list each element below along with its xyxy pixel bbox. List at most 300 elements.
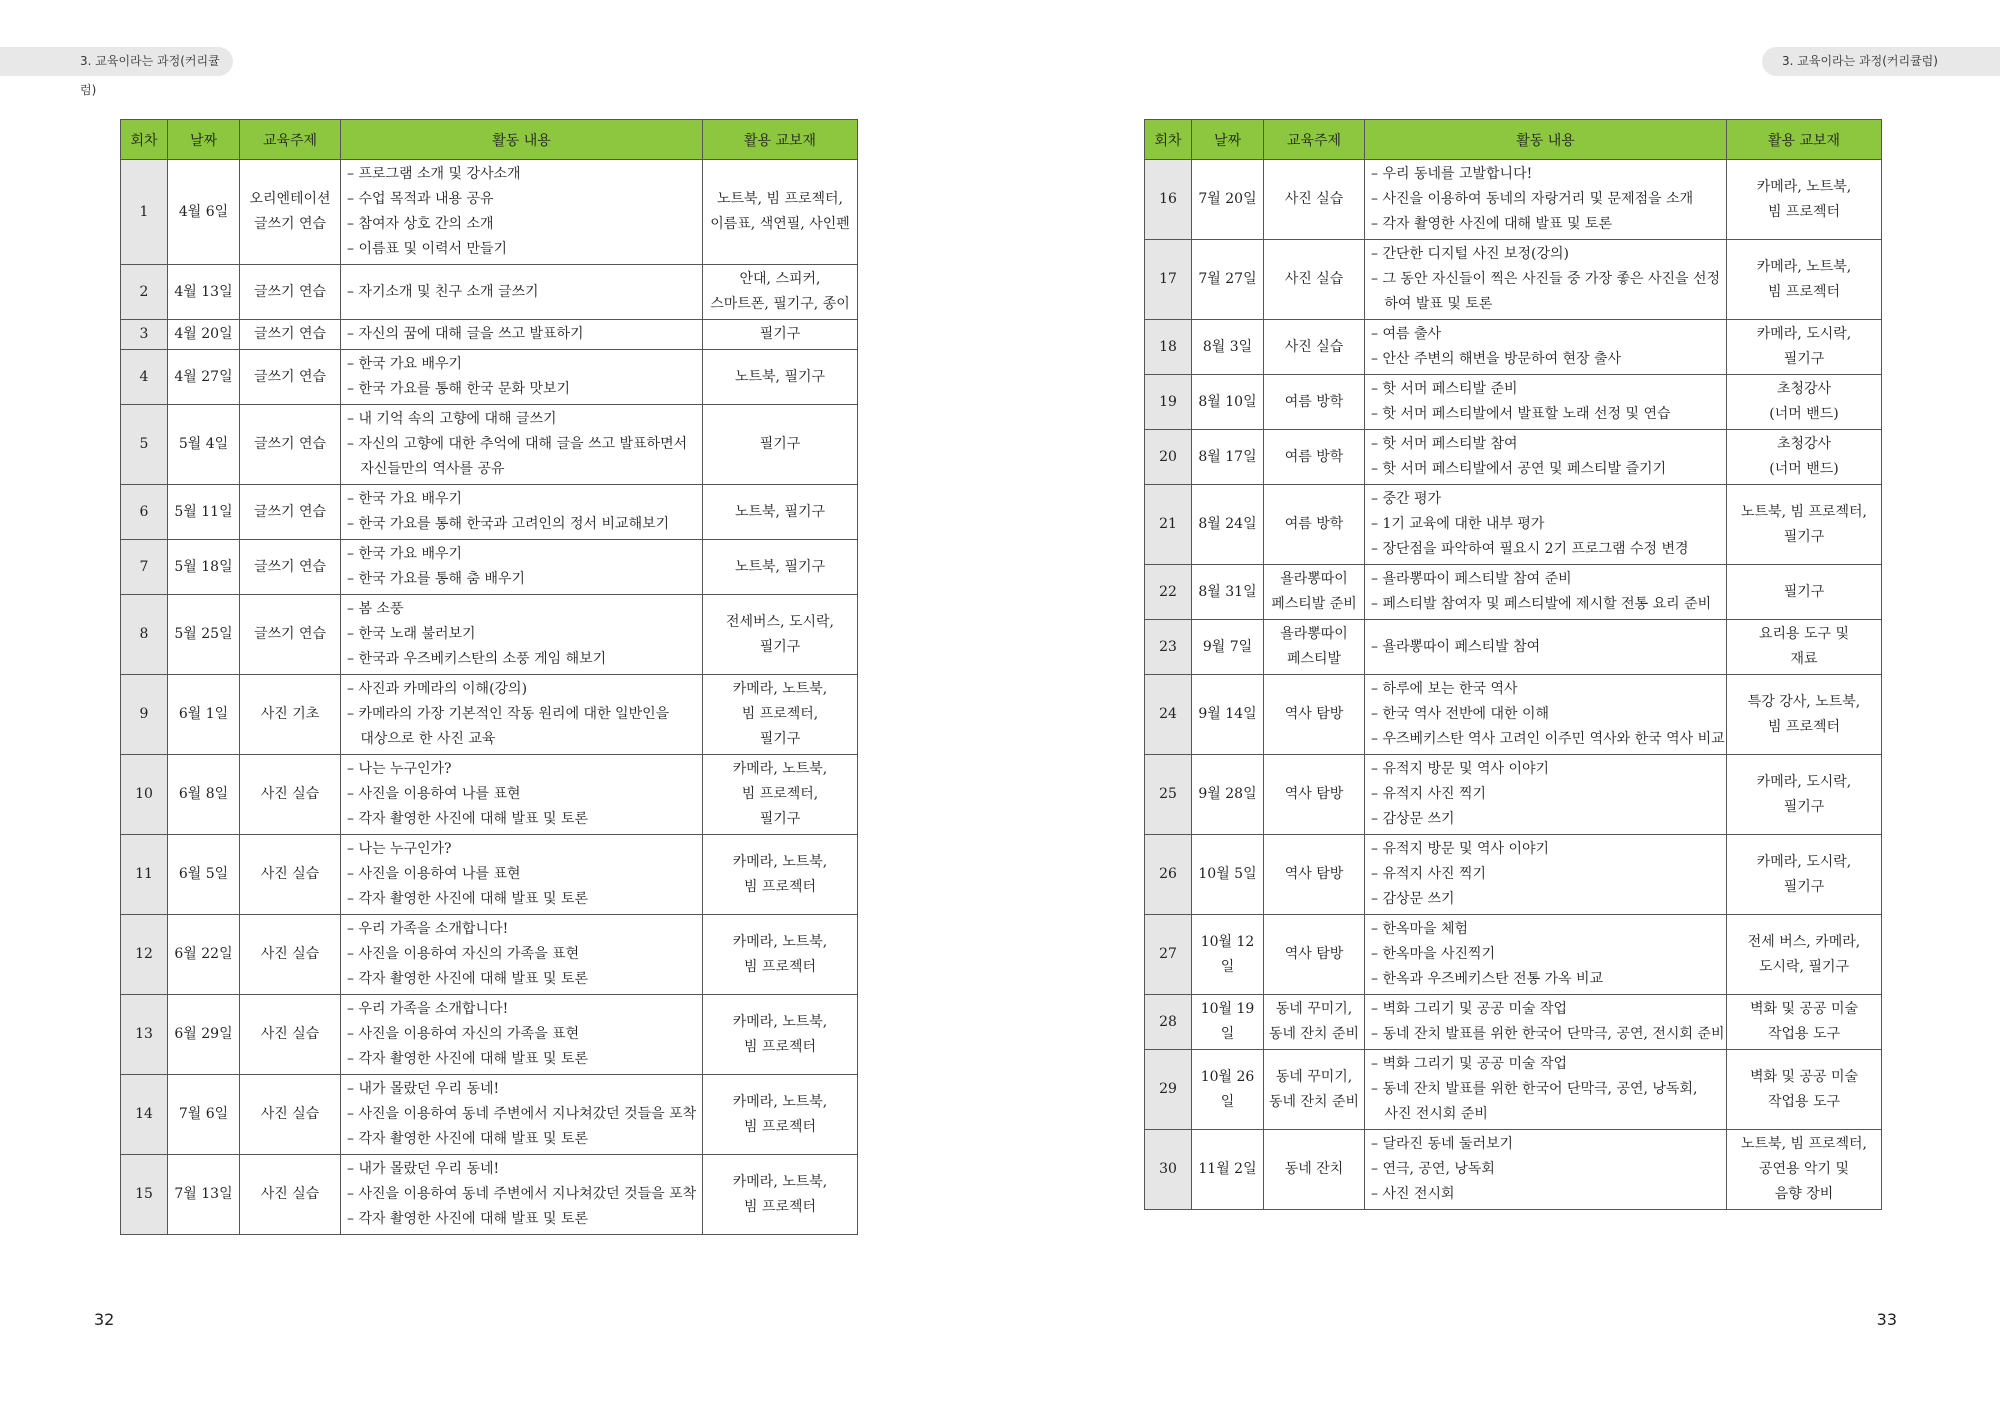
activity-cell: [1365, 565, 1727, 620]
activity-cell: [341, 835, 703, 915]
activity-cell: [341, 485, 703, 540]
topic-line: 여름 방학: [1284, 393, 1344, 410]
session-number-cell: 20: [1145, 430, 1192, 485]
activity-cell: [1365, 620, 1727, 675]
topic-cell: [1264, 160, 1365, 240]
materials-line: 노트북, 빔 프로젝터,: [1741, 1136, 1867, 1152]
activity-line: – 1기 교육에 대한 내부 평가: [1371, 516, 1545, 532]
table-row: [1145, 1050, 1882, 1130]
curriculum-table-left: [120, 119, 858, 1235]
materials-line: 필기구: [759, 436, 801, 452]
table-row: [1145, 1130, 1882, 1210]
activity-cell: [1365, 320, 1727, 375]
activity-cell: [341, 1155, 703, 1235]
materials-line: 음향 장비: [1774, 1186, 1834, 1202]
topic-cell: [1264, 835, 1365, 915]
materials-line: 필기구: [1783, 528, 1825, 545]
materials-line: 카메라, 도시락,: [1756, 853, 1852, 870]
topic-cell: [1264, 430, 1365, 485]
table-body-right: [1145, 160, 1882, 1210]
materials-cell: [703, 755, 858, 835]
table-row: [1145, 240, 1882, 320]
column-header-topic: 교육주제: [1264, 120, 1365, 160]
activity-line: – 핫 서머 페스티발에서 발표할 노래 선정 및 연습: [1371, 406, 1671, 422]
materials-line: 카메라, 도시락,: [1756, 773, 1852, 790]
activity-line: – 감상문 쓰기: [1371, 811, 1455, 827]
activity-line: – 사진을 이용하여 동네 주변에서 지나쳐갔던 것들을 포착: [347, 1106, 697, 1122]
activity-line: – 그 동안 자신들이 찍은 사진들 중 가장 좋은 사진을 선정: [1371, 271, 1721, 287]
topic-line: 사진 실습: [260, 1186, 320, 1202]
topic-cell: [1264, 755, 1365, 835]
activity-cell: [1365, 375, 1727, 430]
materials-line: 노트북, 필기구: [734, 558, 826, 575]
table-row: [121, 835, 858, 915]
session-number-cell: 24: [1145, 675, 1192, 755]
materials-cell: [1727, 995, 1882, 1050]
topic-line: 글쓰기 연습: [253, 626, 327, 642]
topic-line: 동네 잔치 준비: [1268, 1026, 1360, 1042]
materials-cell: [1727, 565, 1882, 620]
activity-line: – 우리 동네를 고발합니다!: [1371, 166, 1533, 182]
activity-line: – 각자 촬영한 사진에 대해 발표 및 토론: [347, 811, 589, 827]
date-cell: 7월 13일: [168, 1155, 240, 1235]
session-number-cell: 15: [121, 1155, 168, 1235]
activity-cell: [341, 405, 703, 485]
materials-line: 카메라, 노트북,: [732, 1173, 828, 1190]
activity-line: – 한국 노래 불러보기: [347, 626, 476, 642]
section-title-right: 3. 교육이라는 과정(커리큘럼): [1782, 54, 1938, 68]
materials-line: 카메라, 노트북,: [732, 1093, 828, 1110]
materials-line: 초청강사: [1776, 436, 1832, 452]
topic-line: 사진 실습: [260, 866, 320, 882]
date-cell: 9월 14일: [1192, 675, 1264, 755]
materials-cell: [1727, 915, 1882, 995]
session-number-cell: 7: [121, 540, 168, 595]
topic-cell: [240, 915, 341, 995]
date-cell: 10월 26일: [1192, 1050, 1264, 1130]
topic-line: 페스티발: [1286, 651, 1342, 667]
activity-line: – 간단한 디지털 사진 보정(강의): [1371, 246, 1570, 262]
date-cell: 8월 31일: [1192, 565, 1264, 620]
session-number-cell: 23: [1145, 620, 1192, 675]
materials-cell: [1727, 620, 1882, 675]
topic-line: 동네 꾸미기,: [1275, 1001, 1353, 1017]
table-row: [1145, 915, 1882, 995]
topic-cell: [1264, 1050, 1365, 1130]
activity-cell: [341, 755, 703, 835]
materials-line: 필기구: [759, 811, 801, 827]
activity-line: – 자신의 꿈에 대해 글을 쓰고 발표하기: [347, 326, 584, 342]
table-row: [121, 485, 858, 540]
activity-cell: [341, 595, 703, 675]
column-header-session: 회차: [121, 120, 168, 160]
table-header-row: [121, 120, 858, 160]
session-number-cell: 5: [121, 405, 168, 485]
topic-cell: [240, 675, 341, 755]
activity-line: – 내가 몰랐던 우리 동네!: [347, 1161, 500, 1177]
materials-cell: [1727, 485, 1882, 565]
activity-line: – 참여자 상호 간의 소개: [347, 216, 494, 232]
table-row: [121, 595, 858, 675]
session-number-cell: 25: [1145, 755, 1192, 835]
table-row: [1145, 620, 1882, 675]
column-header-date: 날짜: [1192, 120, 1264, 160]
materials-line: 특강 강사, 노트북,: [1747, 693, 1861, 710]
activity-line: – 동네 잔치 발표를 위한 한국어 단막극, 공연, 낭독회,: [1371, 1081, 1698, 1097]
activity-line: – 한국 가요 배우기: [347, 546, 463, 562]
activity-line: – 한국 가요를 통해 춤 배우기: [347, 571, 526, 587]
materials-line: 카메라, 노트북,: [732, 761, 828, 777]
activity-line: – 나는 누구인가?: [347, 841, 452, 857]
session-number-cell: 27: [1145, 915, 1192, 995]
table-row: [121, 675, 858, 755]
session-number-cell: 17: [1145, 240, 1192, 320]
topic-cell: [240, 1155, 341, 1235]
session-number-cell: 30: [1145, 1130, 1192, 1210]
materials-line: 카메라, 노트북,: [1756, 178, 1852, 195]
materials-line: 이름표, 색연필, 사인펜: [710, 216, 850, 232]
activity-line: – 안산 주변의 해변을 방문하여 현장 출사: [1371, 351, 1622, 367]
materials-line: 빔 프로젝터,: [741, 786, 819, 802]
topic-line: 사진 실습: [1284, 271, 1344, 287]
materials-cell: [703, 915, 858, 995]
activity-line: – 벽화 그리기 및 공공 미술 작업: [1371, 1056, 1567, 1072]
activity-cell: [1365, 240, 1727, 320]
materials-cell: [703, 595, 858, 675]
materials-cell: [1727, 160, 1882, 240]
materials-line: 노트북, 필기구: [734, 368, 826, 385]
topic-cell: [240, 350, 341, 405]
materials-cell: [1727, 240, 1882, 320]
date-cell: 4월 20일: [168, 320, 240, 350]
date-cell: 8월 10일: [1192, 375, 1264, 430]
materials-line: 빔 프로젝터: [1767, 718, 1841, 735]
activity-cell: [1365, 485, 1727, 565]
materials-cell: [703, 160, 858, 265]
activity-line: – 각자 촬영한 사진에 대해 발표 및 토론: [347, 891, 589, 907]
activity-line: – 사진을 이용하여 자신의 가족을 표현: [347, 946, 580, 962]
activity-line: – 한국 가요 배우기: [347, 491, 463, 507]
materials-line: 필기구: [1783, 798, 1825, 815]
date-cell: 10월 12일: [1192, 915, 1264, 995]
activity-line: – 벽화 그리기 및 공공 미술 작업: [1371, 1001, 1567, 1017]
activity-cell: [1365, 1050, 1727, 1130]
activity-line: – 핫 서머 페스티발 준비: [1371, 381, 1518, 397]
column-header-topic: 교육주제: [240, 120, 341, 160]
materials-cell: [1727, 835, 1882, 915]
table-row: [1145, 755, 1882, 835]
activity-cell: [341, 320, 703, 350]
activity-line: – 사진을 이용하여 자신의 가족을 표현: [347, 1026, 580, 1042]
topic-line: 글쓰기 연습: [253, 216, 327, 232]
topic-cell: [1264, 915, 1365, 995]
materials-cell: [703, 1075, 858, 1155]
materials-cell: [1727, 675, 1882, 755]
session-number-cell: 1: [121, 160, 168, 265]
materials-line: 빔 프로젝터,: [741, 706, 819, 722]
table-row: [121, 1155, 858, 1235]
materials-line: (너머 밴드): [1769, 406, 1839, 422]
table-row: [121, 755, 858, 835]
materials-line: 빔 프로젝터: [743, 958, 817, 975]
activity-cell: [341, 265, 703, 320]
session-number-cell: 19: [1145, 375, 1192, 430]
date-cell: 10월 19일: [1192, 995, 1264, 1050]
table-row: [1145, 995, 1882, 1050]
topic-line: 글쓰기 연습: [253, 283, 327, 300]
table-row: [1145, 375, 1882, 430]
topic-cell: [1264, 1130, 1365, 1210]
page-number-right: 33: [1876, 1310, 1897, 1329]
materials-line: 스마트폰, 필기구, 종이: [710, 296, 850, 312]
date-cell: 4월 27일: [168, 350, 240, 405]
materials-line: 카메라, 도시락,: [1756, 326, 1852, 342]
table-row: [121, 405, 858, 485]
table-row: [121, 160, 858, 265]
topic-cell: [240, 320, 341, 350]
date-cell: 6월 1일: [168, 675, 240, 755]
materials-cell: [1727, 1130, 1882, 1210]
materials-cell: [703, 405, 858, 485]
materials-line: 초청강사: [1776, 381, 1832, 397]
topic-line: 글쓰기 연습: [253, 436, 327, 452]
activity-cell: [1365, 675, 1727, 755]
session-number-cell: 6: [121, 485, 168, 540]
activity-line: – 각자 촬영한 사진에 대해 발표 및 토론: [347, 1051, 589, 1067]
activity-line: – 한국과 우즈베키스탄의 소풍 게임 해보기: [347, 651, 607, 667]
date-cell: 7월 6일: [168, 1075, 240, 1155]
materials-line: 벽화 및 공공 미술: [1749, 1001, 1859, 1017]
materials-line: 필기구: [1783, 351, 1825, 367]
materials-line: 빔 프로젝터: [743, 878, 817, 895]
materials-line: 필기구: [759, 731, 801, 747]
topic-cell: [240, 595, 341, 675]
activity-line: – 사진을 이용하여 나를 표현: [347, 786, 521, 802]
topic-line: 여름 방학: [1284, 516, 1344, 532]
activity-line: – 카메라의 가장 기본적인 작동 원리에 대한 일반인을: [347, 706, 670, 722]
date-cell: 8월 3일: [1192, 320, 1264, 375]
activity-cell: [1365, 430, 1727, 485]
activity-line: – 한국 역사 전반에 대한 이해: [1371, 706, 1550, 722]
topic-line: 글쓰기 연습: [253, 368, 327, 385]
activity-line: – 각자 촬영한 사진에 대해 발표 및 토론: [347, 1211, 589, 1227]
materials-cell: [703, 320, 858, 350]
session-number-cell: 12: [121, 915, 168, 995]
materials-line: 빔 프로젝터: [1767, 203, 1841, 220]
session-number-cell: 11: [121, 835, 168, 915]
activity-line: – 하루에 보는 한국 역사: [1371, 681, 1518, 697]
topic-cell: [240, 160, 341, 265]
topic-cell: [1264, 320, 1365, 375]
materials-cell: [1727, 430, 1882, 485]
date-cell: 4월 13일: [168, 265, 240, 320]
activity-cell: [341, 160, 703, 265]
date-cell: 8월 24일: [1192, 485, 1264, 565]
materials-cell: [703, 835, 858, 915]
activity-line: – 한옥마을 체험: [1371, 921, 1469, 937]
column-header-materials: 활용 교보재: [1727, 120, 1882, 160]
materials-line: 노트북, 필기구: [734, 503, 826, 520]
session-number-cell: 28: [1145, 995, 1192, 1050]
activity-line: – 핫 서머 페스티발 참여: [1371, 436, 1518, 452]
date-cell: 5월 11일: [168, 485, 240, 540]
materials-line: 빔 프로젝터: [743, 1198, 817, 1215]
date-cell: 10월 5일: [1192, 835, 1264, 915]
section-title-left: 3. 교육이라는 과정(커리큘럼): [80, 54, 220, 97]
column-header-activity: 활동 내용: [341, 120, 703, 160]
activity-line: – 동네 잔치 발표를 위한 한국어 단막극, 공연, 전시회 준비: [1371, 1026, 1725, 1042]
page-number-left: 32: [94, 1310, 115, 1329]
topic-cell: [240, 485, 341, 540]
topic-cell: [1264, 375, 1365, 430]
materials-line: 안대, 스피커,: [739, 271, 821, 287]
date-cell: 6월 29일: [168, 995, 240, 1075]
date-cell: 9월 7일: [1192, 620, 1264, 675]
session-number-cell: 4: [121, 350, 168, 405]
materials-cell: [703, 1155, 858, 1235]
materials-line: 작업용 도구: [1767, 1093, 1841, 1110]
materials-line: 공연용 악기 및: [1758, 1161, 1850, 1177]
materials-line: 카메라, 노트북,: [732, 1013, 828, 1030]
activity-cell: [1365, 835, 1727, 915]
materials-line: 카메라, 노트북,: [1756, 258, 1852, 275]
date-cell: 8월 17일: [1192, 430, 1264, 485]
activity-line: – 봄 소풍: [347, 601, 404, 617]
activity-line: – 페스티발 참여자 및 페스티발에 제시할 전통 요리 준비: [1371, 596, 1712, 612]
topic-line: 동네 꾸미기,: [1275, 1068, 1353, 1085]
topic-line: 사진 기초: [260, 706, 320, 722]
materials-line: 필기구: [1783, 878, 1825, 895]
session-number-cell: 9: [121, 675, 168, 755]
activity-line: – 내 기억 속의 고향에 대해 글쓰기: [347, 411, 557, 427]
curriculum-table-right: [1144, 119, 1882, 1210]
topic-line: 사진 실습: [260, 946, 320, 962]
materials-line: 재료: [1790, 651, 1818, 667]
activity-line: – 달라진 동네 둘러보기: [1371, 1136, 1514, 1152]
activity-cell: [341, 675, 703, 755]
materials-line: 빔 프로젝터: [1767, 283, 1841, 300]
materials-cell: [703, 485, 858, 540]
activity-cell: [341, 540, 703, 595]
topic-line: 욜라뽕따이: [1280, 571, 1348, 587]
session-number-cell: 16: [1145, 160, 1192, 240]
materials-line: 카메라, 노트북,: [732, 933, 828, 950]
table-row: [1145, 430, 1882, 485]
activity-line: – 유적지 방문 및 역사 이야기: [1371, 841, 1550, 857]
table-row: [121, 320, 858, 350]
column-header-activity: 활동 내용: [1365, 120, 1727, 160]
topic-line: 글쓰기 연습: [253, 558, 327, 575]
session-number-cell: 14: [121, 1075, 168, 1155]
table-row: [121, 350, 858, 405]
topic-cell: [240, 265, 341, 320]
table-row: [1145, 160, 1882, 240]
topic-cell: [1264, 565, 1365, 620]
topic-cell: [240, 755, 341, 835]
table-row: [1145, 485, 1882, 565]
topic-cell: [240, 405, 341, 485]
topic-line: 글쓰기 연습: [253, 326, 327, 342]
activity-line: – 우리 가족을 소개합니다!: [347, 921, 509, 937]
materials-line: 전세버스, 도시락,: [725, 613, 835, 630]
topic-cell: [1264, 620, 1365, 675]
topic-line: 사진 실습: [1284, 191, 1344, 207]
materials-line: 카메라, 노트북,: [732, 681, 828, 697]
date-cell: 6월 22일: [168, 915, 240, 995]
column-header-materials: 활용 교보재: [703, 120, 858, 160]
table-row: [1145, 565, 1882, 620]
topic-cell: [240, 540, 341, 595]
date-cell: 9월 28일: [1192, 755, 1264, 835]
topic-cell: [240, 1075, 341, 1155]
activity-line: – 각자 촬영한 사진에 대해 발표 및 토론: [347, 971, 589, 987]
materials-line: 노트북, 빔 프로젝터,: [1741, 503, 1867, 520]
activity-line: – 자기소개 및 친구 소개 글쓰기: [347, 283, 539, 300]
activity-line: – 프로그램 소개 및 강사소개: [347, 166, 521, 182]
topic-line: 역사 탐방: [1284, 706, 1344, 722]
topic-line: 페스티발 준비: [1271, 596, 1357, 612]
materials-line: 전세 버스, 카메라,: [1747, 933, 1861, 950]
materials-cell: [703, 540, 858, 595]
date-cell: 7월 27일: [1192, 240, 1264, 320]
topic-line: 동네 잔치 준비: [1268, 1093, 1360, 1110]
activity-line: – 이름표 및 이력서 만들기: [347, 241, 508, 257]
activity-cell: [341, 1075, 703, 1155]
materials-cell: [1727, 1050, 1882, 1130]
topic-line: 사진 실습: [1284, 338, 1344, 355]
table-body-left: [121, 160, 858, 1235]
activity-line: – 연극, 공연, 낭독회: [1371, 1161, 1495, 1177]
session-number-cell: 18: [1145, 320, 1192, 375]
column-header-session: 회차: [1145, 120, 1192, 160]
activity-cell: [341, 915, 703, 995]
activity-line: – 사진을 이용하여 나를 표현: [347, 866, 521, 882]
activity-line: – 사진을 이용하여 동네의 자랑거리 및 문제점을 소개: [1371, 191, 1694, 207]
topic-cell: [240, 995, 341, 1075]
table-row: [121, 265, 858, 320]
activity-line: – 한국 가요를 통해 한국과 고려인의 정서 비교해보기: [347, 516, 670, 532]
materials-line: (너머 밴드): [1769, 461, 1839, 477]
date-cell: 5월 4일: [168, 405, 240, 485]
activity-line: – 중간 평가: [1371, 491, 1441, 507]
materials-line: 노트북, 빔 프로젝터,: [717, 191, 843, 207]
date-cell: 5월 18일: [168, 540, 240, 595]
activity-line: – 감상문 쓰기: [1371, 891, 1455, 907]
activity-cell: [1365, 755, 1727, 835]
materials-cell: [703, 265, 858, 320]
activity-line: – 한국 가요 배우기: [347, 356, 463, 372]
activity-line: – 내가 몰랐던 우리 동네!: [347, 1081, 500, 1097]
session-number-cell: 21: [1145, 485, 1192, 565]
activity-cell: [1365, 995, 1727, 1050]
date-cell: 4월 6일: [168, 160, 240, 265]
materials-line: 빔 프로젝터: [743, 1038, 817, 1055]
activity-line: 사진 전시회 준비: [1371, 1106, 1488, 1122]
activity-cell: [1365, 160, 1727, 240]
topic-line: 글쓰기 연습: [253, 503, 327, 520]
topic-line: 사진 실습: [260, 1106, 320, 1122]
table-row: [1145, 835, 1882, 915]
topic-line: 사진 실습: [260, 786, 320, 802]
materials-line: 필기구: [759, 326, 801, 342]
table-row: [1145, 320, 1882, 375]
date-cell: 6월 8일: [168, 755, 240, 835]
topic-line: 욜라뽕따이: [1280, 626, 1348, 642]
activity-line: 하여 발표 및 토론: [1371, 296, 1493, 312]
table-header-row: [1145, 120, 1882, 160]
activity-line: – 사진 전시회: [1371, 1186, 1455, 1202]
activity-line: – 자신의 고향에 대한 추억에 대해 글을 쓰고 발표하면서: [347, 436, 688, 452]
